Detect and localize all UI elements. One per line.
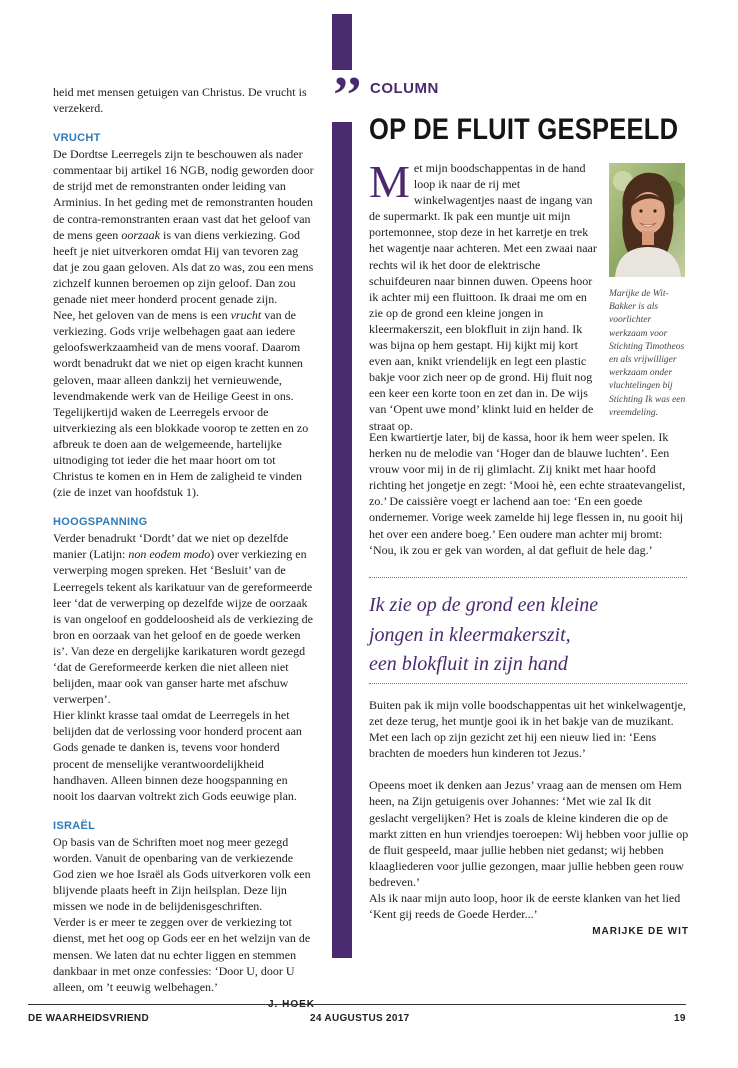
footer-publication: DE WAARHEIDSVRIEND [28, 1013, 149, 1024]
column-kicker: COLUMN [370, 80, 439, 97]
paragraph-jezus: Opeens moet ik denken aan Jezus’ vraag aan de mensen om Hem heen, na Zijn getuigenis over Johannes: ‘Met wie zal Ik dit geslacht vergelijken? Het is zoals de kleine kinderen die op de markt zitten en hun vriendjes toeroepen: Wij hebben voor jullie op de fluit gespeeld, maar jullie hebben niet gedanst; wij hebben klaagliederen voor jullie gezongen, maar jullie hebben geen rouw bedreven.’ [369, 778, 689, 889]
text-run: Verder benadrukt ‘Dordt’ dat we niet op dezelfde manier (Latijn: [53, 531, 289, 562]
paragraph-buiten: Buiten pak ik mijn volle boodschappentas uit het winkelwagentje, zet deze terug, het muntje gooi ik in het bakje van de muzikant. Met een lach op zijn gezicht zet hij een nieuw lied in: ‘Eens brachten de moeders hun kinderen tot Jezus.’ [369, 698, 686, 761]
left-column [53, 84, 315, 1013]
left-intro-paragraph: heid met mensen getuigen van Christus. De vrucht is verzekerd. [53, 85, 307, 116]
text-run: is van diens verkiezing. God heeft je niet uitverkoren omdat Hij van tevoren zag dat je zou gaan geloven. Als dat zo was, zou een mens zichzelf kunnen beroemen op zijn geloof. Dan zou genade niet meer honderd procent genade zijn. [53, 227, 314, 307]
text-run: De Dordtse Leerregels zijn te beschouwen als nader commentaar bij artikel 16 NGB, nodig geworden door de strijd met de remonstranten onder leiding van Arminius. In het geding met de remonstranten houden de contra-remonstranten eraan vast dat het geloof van de mens geen [53, 147, 314, 242]
pull-quote-line: Ik zie op de grond een kleine [369, 594, 599, 616]
column-intro [369, 156, 601, 434]
italic-run: oorzaak [121, 227, 160, 242]
footer-page-number: 19 [674, 1013, 686, 1024]
author-signature-de-wit: MARIJKE DE WIT [592, 926, 689, 938]
pull-quote-line: een blokfluit in zijn hand [369, 653, 568, 676]
author-signature-hoek: J. HOEK [267, 998, 315, 1010]
pull-quote-line: jongen in kleermakerszit, [369, 623, 571, 646]
intro-text: et mijn boodschappentas in de hand loop ik naar de rij met winkelwagentjes naast de ingang van de supermarkt. Ik pak een muntje uit mijn portemonnee, stop deze in het karretje en trek het wagentje naar achteren. Met een zwaai naar rechts wil ik het door de elektrische schuifdeuren naar binnen duwen. Opeens hoor ik achter mij een fluittoon. Ik draai me om en zie op de grond een kleine jongen in kleermakerszit, een blokfluit in zijn hand. Ik was bijna op hem gestapt. Hij kijkt mij kort even aan, knikt vriendelijk en legt een plastic bakje voor zich neer op de grond. Hij fluit nog een keer een korte toon en zet dan in. De wijs van ‘Opent uwe mond’ klinkt luid en helder de straat op. [369, 161, 597, 433]
text-run: ) over verkiezing en verwerping mogen spreken. Het ‘Besluit’ van de Leerregels tekent als karikatuur van de gereformeerde leer ‘dat de verwerping op dezelfde wijze de oorzaak is van ongeloof en goddeloosheid als de verkiezing de bron en oorzaak van het geloof en de goede werken is’. Van deze en dergelijke karikaturen wordt gezegd ‘dat de Gereformeerde kerken die niet alleen niet belijden, maar ook van ganser harte met afschuw verwerpen’. [53, 547, 313, 707]
body-paragraph [53, 914, 315, 994]
left-section [53, 515, 315, 804]
section-heading: HOOGSPANNING [53, 516, 148, 529]
italic-run: non eodem modo [128, 547, 211, 562]
body-paragraph [53, 146, 315, 307]
divider-bottom [369, 683, 687, 684]
pull-quote [369, 591, 689, 680]
column-paragraph-2 [369, 429, 689, 558]
body-paragraph [53, 707, 315, 804]
italic-run: vrucht [230, 308, 262, 323]
left-section [53, 819, 315, 995]
column-closing [369, 697, 689, 940]
paragraph-auto: Als ik naar mijn auto loop, hoor ik de eerste klanken van het lied ‘Kent gij reeds de Goede Herder...’ [369, 891, 681, 922]
text-run: Verder is er meer te zeggen over de verkiezing tot dienst, met het oog op Gods eer en het welzijn van de mensen. We laten dat nu echter liggen en stemmen dankbaar in met onze confessies: ‘Door U, door U alleen, om ’t eeuwig welbehagen.’ [53, 915, 311, 994]
text-run: van de verkiezing. Gods vrije welbehagen gaat aan iedere geloofswerkzaamheid van de mens vooraf. Daarom wordt benadrukt dat we niet op eigen kracht kunnen geloven, maar alleen dankzij het vernieuwende, levendmakende werk van de Heilige Geest in ons. Tegelijkertijd waken de Leerregels ervoor de uitverkiezing als een blokkade voorop te zetten en zo afbreuk te doen aan de welgemeende, hartelijke uitnodiging tot ieder die het maar hoort om tot Christus te komen en in Hem de zaligheid te vinden (zie de inzet van hoofdstuk 1). [53, 308, 309, 500]
drop-cap: M [369, 156, 410, 207]
body-paragraph [53, 834, 315, 914]
text-run: Op basis van de Schriften moet nog meer gezegd worden. Vanuit de openbaring van de verkiezende God zien we hoe Israël als Gods uitverkoren volk een blijvende plaats heeft in Zijn heilsplan. Deze lijn missen we node in de belijdenisgeschriften. [53, 834, 311, 914]
quote-mark-icon: ’’ [332, 67, 363, 124]
body-paragraph [53, 307, 315, 500]
footer-rule [28, 1004, 686, 1005]
section-heading: ISRAËL [53, 819, 96, 832]
left-section [53, 131, 315, 500]
author-photo [609, 163, 685, 277]
column-accent-bar [332, 14, 352, 958]
text-run: Hier klinkt krasse taal omdat de Leerregels in het belijden dat de verlossing voor honderd procent aan Gods genade te danken is, tevens voor honderd procent de menselijke verantwoordelijkheid handhaven. Alleen binnen deze hoogspanning en nooit los daarvan voltrekt zich Gods eeuwige plan. [53, 708, 302, 803]
left-sections [53, 131, 315, 995]
text-run: Nee, het geloven van de mens is een [53, 308, 231, 323]
body-paragraph [53, 530, 315, 707]
section-heading: VRUCHT [53, 132, 101, 145]
footer-date: 24 AUGUSTUS 2017 [310, 1013, 410, 1024]
photo-caption: Marijke de Wit-Bakker is als voorlichter werkzaam voor Stichting Timotheos en als vrijwilliger werkzaam onder vluchtelingen bij Stichting Ik was een vreemdeling. [609, 289, 686, 418]
paragraph-kassa: Een kwartiertje later, bij de kassa, hoor ik hem weer spelen. Ik herken nu de melodie van ‘Hoger dan de blauwe luchten’. Een vrouw voor mij in de rij glimlacht. Zij knikt met haar hoofd richting het jongetje en zegt: ‘Mooi hè, een echte straatevangelist, zo.’ De caissière voegt er lachend aan toe: ‘En een goede ondernemer. Vorige week zamelde hij lege flessen in, nu gooit hij het over een andere boeg.’ Een oudere man achter mij bromt: ‘Nou, ik zou er gek van worden, al dat gefluit de hele dag.’ [369, 430, 686, 557]
column-headline: OP DE FLUIT GESPEELD [369, 113, 679, 146]
divider-top [369, 577, 687, 578]
